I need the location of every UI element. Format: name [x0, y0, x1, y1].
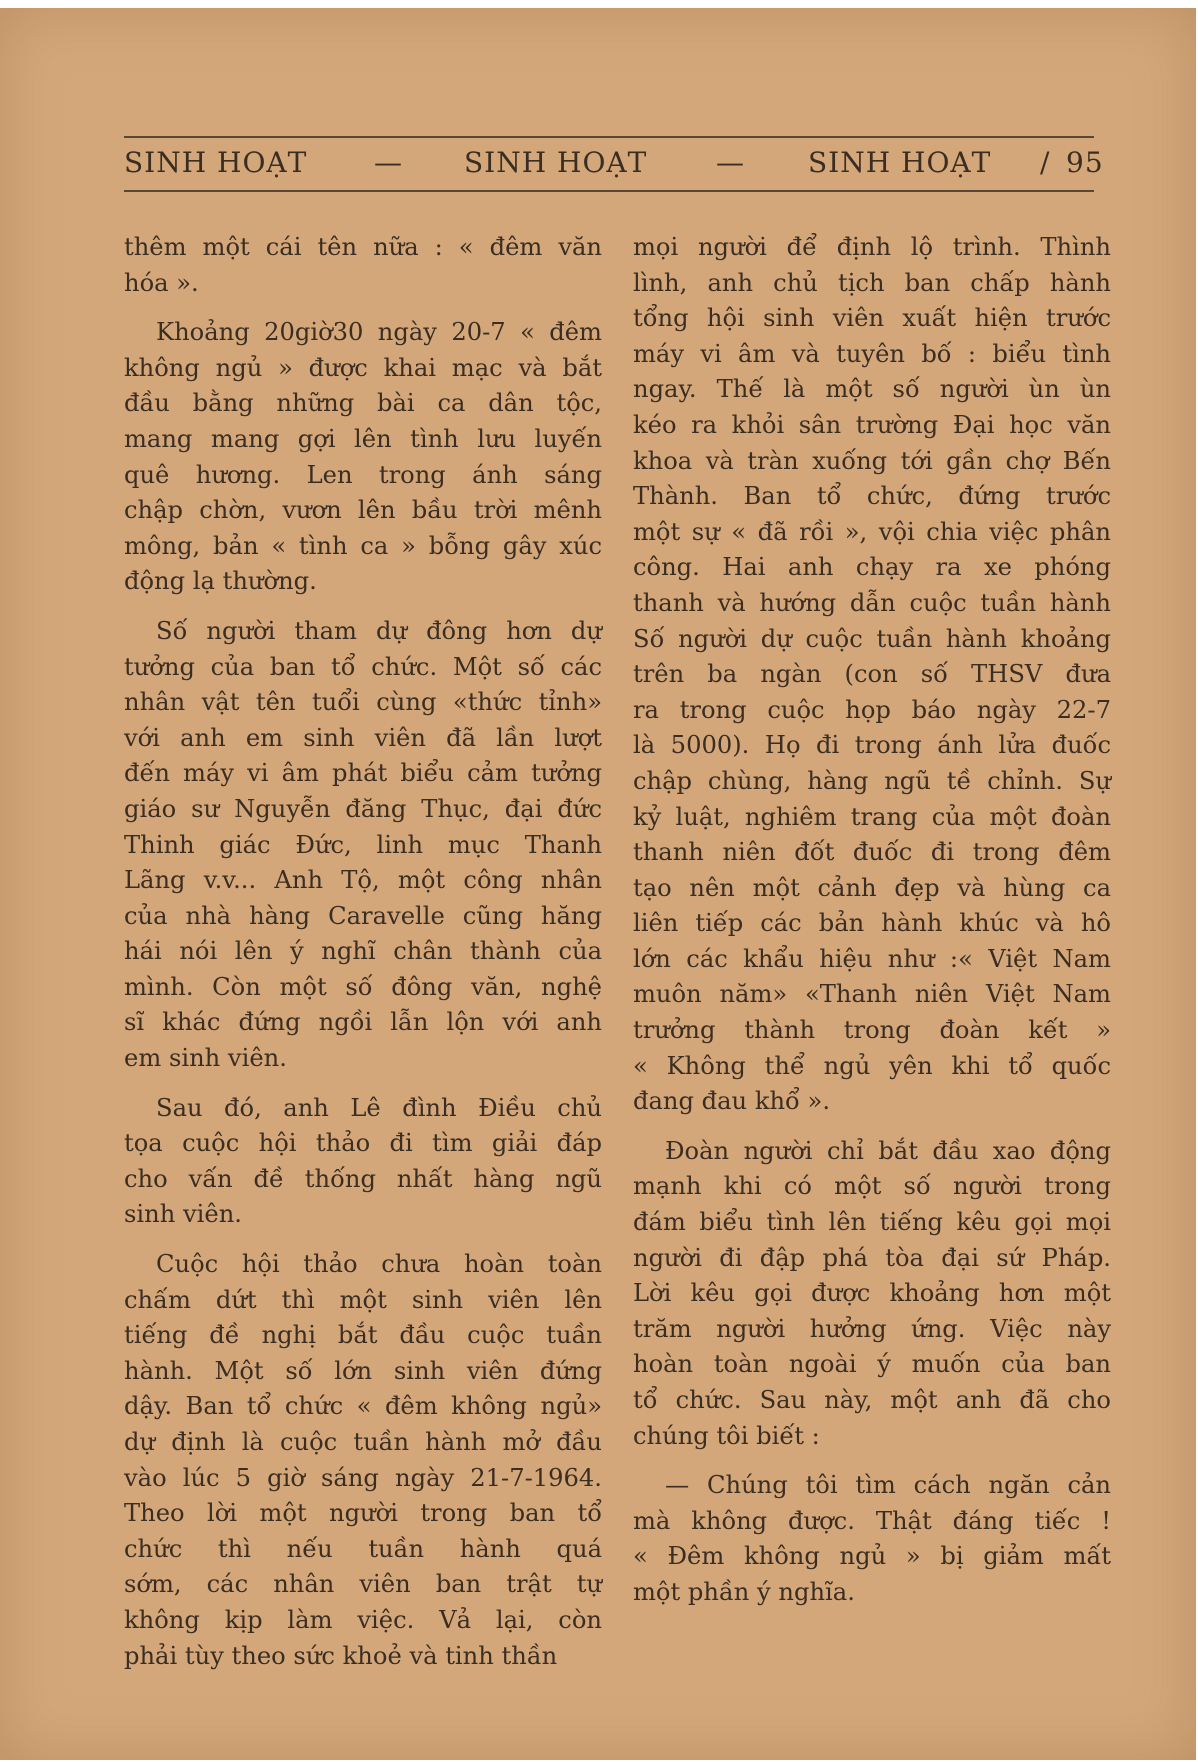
text-line: không kịp làm việc. Vả lại, còn [124, 1605, 602, 1634]
text-line: Đoàn người chỉ bắt đầu xao động [665, 1136, 1111, 1165]
text-line: trưởng thành trong đoàn kết » [633, 1016, 1111, 1045]
text-line: Sau đó, anh Lê đình Điều chủ [156, 1093, 602, 1122]
paragraph [124, 1091, 602, 1233]
text-line: sớm, các nhân viên ban trật tự [124, 1570, 602, 1599]
text-line: với anh em sinh viên đã lần lượt [124, 723, 602, 752]
text-line: liên tiếp các bản hành khúc và hô [633, 909, 1111, 938]
text-line: mạnh khi có một số người trong [633, 1172, 1111, 1201]
header-left: SINH HOẠT [124, 146, 308, 179]
paragraph [124, 315, 602, 600]
text-line: hoàn toàn ngoài ý muốn của ban [633, 1350, 1111, 1379]
text-line: đám biểu tình lên tiếng kêu gọi mọi [633, 1208, 1111, 1237]
text-line: một sự « đã rồi », vội chia việc phân [633, 517, 1111, 546]
text-line: kéo ra khỏi sân trường Đại học văn [633, 410, 1111, 439]
text-line: tổng hội sinh viên xuất hiện trước [633, 304, 1111, 333]
text-line: « Đêm không ngủ » bị giảm mất [633, 1542, 1111, 1571]
header-center: SINH HOẠT [464, 146, 648, 179]
text-line: tổ chức. Sau này, một anh đã cho [633, 1386, 1111, 1414]
text-line: trên ba ngàn (con số THSV đưa [633, 660, 1111, 689]
text-line: tiếng đề nghị bắt đầu cuộc tuần [124, 1321, 602, 1350]
paragraph [124, 614, 602, 1077]
text-line: ra trong cuộc họp báo ngày 22-7 [633, 695, 1111, 724]
text-line: hái nói lên ý nghĩ chân thành của [124, 937, 602, 966]
paragraph [124, 230, 602, 301]
text-line: mông, bản « tình ca » bỗng gây xúc [124, 531, 602, 560]
text-line: tưởng của ban tổ chức. Một số các [124, 652, 602, 681]
text-line: Lời kêu gọi được khoảng hơn một [633, 1279, 1111, 1308]
paragraph-gap [124, 1233, 602, 1247]
text-line: Lãng v.v... Anh Tộ, một công nhân [124, 866, 602, 895]
text-line: mình. Còn một số đông văn, nghệ [124, 972, 602, 1001]
text-line: Cuộc hội thảo chưa hoàn toàn [156, 1250, 602, 1279]
text-line: một phần ý nghĩa. [633, 1577, 855, 1606]
text-line: Thinh giác Đức, linh mục Thanh [124, 830, 602, 859]
page-sheet [0, 8, 1196, 1760]
text-line: hành. Một số lớn sinh viên đứng [124, 1356, 602, 1385]
text-line: Khoảng 20giờ30 ngày 20-7 « đêm [156, 318, 602, 347]
paragraph-gap [124, 301, 602, 315]
text-line: thanh niên đốt đuốc đi trong đêm [633, 838, 1111, 867]
header-slash: / [1040, 146, 1051, 179]
text-line: hóa ». [124, 268, 199, 297]
text-line: cho vấn đề thống nhất hàng ngũ [124, 1164, 602, 1193]
text-line: ngay. Thế là một số người ùn ùn [633, 375, 1111, 404]
text-line: sinh viên. [124, 1200, 242, 1229]
text-line: — Chúng tôi tìm cách ngăn cản [665, 1471, 1111, 1500]
text-line: chập chùng, hàng ngũ tề chỉnh. Sự [633, 766, 1111, 795]
text-line: Thành. Ban tổ chức, đứng trước [633, 482, 1111, 511]
header-right: SINH HOẠT [808, 146, 992, 179]
header-dash-2: — [716, 146, 745, 179]
text-line: chúng tôi biết : [633, 1421, 820, 1450]
text-line: Số người tham dự đông hơn dự [156, 616, 602, 645]
text-line: dậy. Ban tổ chức « đêm không ngủ» [124, 1392, 602, 1421]
text-line: sĩ khác đứng ngồi lẫn lộn với anh [124, 1008, 602, 1037]
text-line: công. Hai anh chạy ra xe phóng [633, 553, 1111, 582]
text-line: chức thì nếu tuần hành quá [124, 1534, 602, 1563]
text-line: dự định là cuộc tuần hành mở đầu [124, 1428, 602, 1456]
text-line: muôn năm» «Thanh niên Việt Nam [633, 980, 1111, 1009]
text-line: chập chờn, vươn lên bầu trời mênh [124, 496, 602, 525]
running-header [124, 146, 1104, 186]
text-line: Số người dự cuộc tuần hành khoảng [633, 624, 1111, 653]
text-line: mang mang gợi lên tình lưu luyến [124, 424, 602, 453]
paragraph-gap [633, 1120, 1111, 1134]
text-line: khoa và tràn xuống tới gần chợ Bến [633, 446, 1111, 475]
text-line: của nhà hàng Caravelle cũng hăng [124, 901, 602, 930]
paragraph [633, 1134, 1111, 1454]
paragraph-gap [124, 1077, 602, 1091]
text-line: đang đau khổ ». [633, 1087, 831, 1116]
text-line: đến máy vi âm phát biểu cảm tưởng [124, 759, 602, 788]
right-column [633, 230, 1111, 1611]
left-column [124, 230, 602, 1674]
text-line: lớn các khẩu hiệu như :« Việt Nam [633, 944, 1111, 973]
page-number: 95 [1066, 146, 1104, 179]
text-line: lình, anh chủ tịch ban chấp hành [633, 268, 1111, 297]
text-line: mọi người để định lộ trình. Thình [633, 233, 1111, 261]
paragraph-gap [124, 600, 602, 614]
text-line: thanh và hướng dẫn cuộc tuần hành [633, 588, 1111, 617]
text-line: « Không thể ngủ yên khi tổ quốc [633, 1051, 1111, 1080]
text-line: nhân vật tên tuổi cùng «thức tỉnh» [124, 688, 602, 717]
header-dash-1: — [374, 146, 403, 179]
paragraph [633, 230, 1111, 1120]
text-line: vào lúc 5 giờ sáng ngày 21-7-1964. [124, 1463, 602, 1492]
text-line: thêm một cái tên nữa : « đêm văn [124, 233, 602, 261]
text-line: quê hương. Len trong ánh sáng [124, 460, 602, 489]
header-rule-bottom [124, 190, 1094, 192]
paragraph [633, 1468, 1111, 1610]
text-line: trăm người hưởng ứng. Việc này [633, 1314, 1111, 1343]
text-line: là 5000). Họ đi trong ánh lửa đuốc [633, 731, 1111, 760]
text-line: đầu bằng những bài ca dân tộc, [124, 389, 602, 418]
text-line: Theo lời một người trong ban tổ [124, 1499, 602, 1528]
text-line: không ngủ » được khai mạc và bắt [124, 353, 602, 382]
text-line: kỷ luật, nghiêm trang của một đoàn [633, 802, 1111, 831]
text-line: giáo sư Nguyễn đăng Thục, đại đức [124, 794, 602, 823]
text-line: động lạ thường. [124, 567, 317, 596]
text-line: máy vi âm và tuyên bố : biểu tình [633, 339, 1111, 368]
header-rule-top [124, 136, 1094, 138]
text-line: phải tùy theo sức khoẻ và tinh thần [124, 1641, 558, 1670]
text-line: tọa cuộc hội thảo đi tìm giải đáp [124, 1129, 602, 1158]
text-line: em sinh viên. [124, 1044, 287, 1073]
paragraph-gap [633, 1454, 1111, 1468]
text-line: chấm dứt thì một sinh viên lên [124, 1285, 602, 1314]
text-line: tạo nên một cảnh đẹp và hùng ca [633, 873, 1111, 902]
text-line: người đi đập phá tòa đại sứ Pháp. [633, 1243, 1111, 1272]
text-line: mà không được. Thật đáng tiếc ! [633, 1506, 1111, 1535]
paragraph [124, 1247, 602, 1674]
